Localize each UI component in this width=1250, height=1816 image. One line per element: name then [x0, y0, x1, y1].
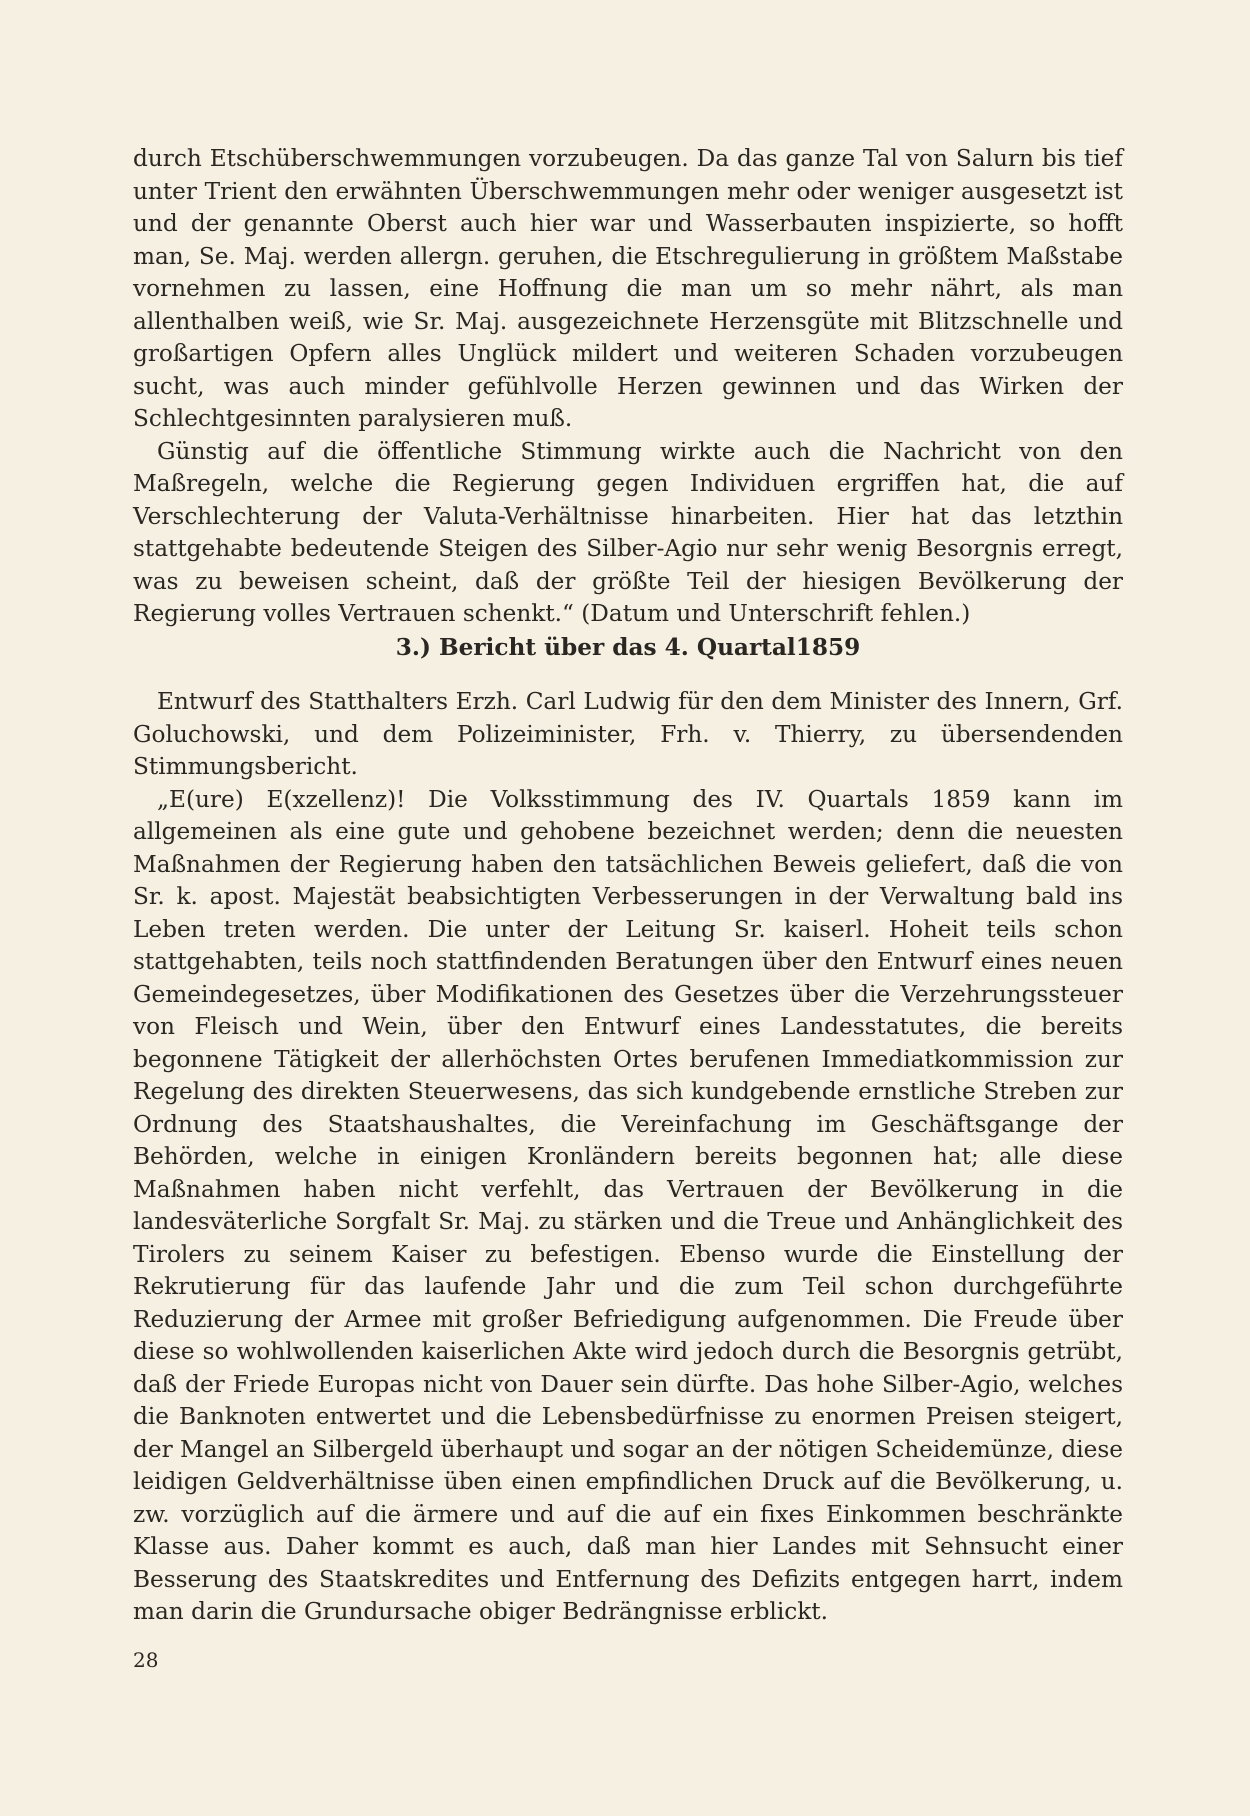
paragraph: Entwurf des Statthalters Erzh. Carl Ludwig für den dem Minister des Innern, Grf. Goluchowski, und dem Polizeiminister, Frh. v. Thierry, zu übersendenden Stimmungsbericht.	[133, 688, 1123, 780]
page-number: 28	[133, 1648, 159, 1672]
paragraph: „E(ure) E(xzellenz)! Die Volksstimmung des IV. Quartals 1859 kann im allgemeinen als eine gute und gehobene bezeichnet werden; denn die neuesten Maßnahmen der Regierung haben den tatsächlichen Beweis geliefert, daß die von Sr. k. apost. Majestät beabsichtigten Verbesserungen in der Verwaltung bald ins Leben treten werden. Die unter der Leitung Sr. kaiserl. Hoheit teils schon stattgehabten, teils noch stattfindenden Beratungen über den Entwurf eines neuen Gemeindegesetzes, über Modifikationen des Gesetzes über die Verzehrungssteuer von Fleisch und Wein, über den Entwurf eines Landesstatutes, die bereits begonnene Tätigkeit der allerhöchsten Ortes berufenen Immediatkommission zur Regelung des direkten Steuerwesens, das sich kundgebende ernstliche Streben zur Ordnung des Staatshaushaltes, die Vereinfachung im Geschäftsgange der Behörden, welche in einigen Kronländern bereits begonnen hat; alle diese Maßnahmen haben nicht verfehlt, das Vertrauen der Bevölkerung in die landesväterliche Sorgfalt Sr. Maj. zu stärken und die Treue und Anhänglichkeit des Tirolers zu seinem Kaiser zu befestigen. Ebenso wurde die Einstellung der Rekrutierung für das laufende Jahr und die zum Teil schon durchgeführte Reduzierung der Armee mit großer Befriedigung aufgenommen. Die Freude über diese so wohlwollenden kaiserlichen Akte wird jedoch durch die Besorgnis getrübt, daß der Friede Europas nicht von Dauer sein dürfte. Das hohe Silber-Agio, welches die Banknoten entwertet und die Lebensbedürfnisse zu enormen Preisen steigert, der Mangel an Silbergeld überhaupt und sogar an der nötigen Scheidemünze, diese leidigen Geldverhältnisse üben einen empfindlichen Druck auf die Bevölkerung, u. zw. vorzüglich auf die ärmere und auf die auf ein fixes Einkommen beschränkte Klasse aus. Daher kommt es auch, daß man hier Landes mit Sehnsucht einer Besserung des Staatskredites und Entfernung des Defizits entgegen harrt, indem man darin die Grundursache obiger Bedrängnisse erblickt.	[133, 785, 1123, 1625]
paragraph: Günstig auf die öffentliche Stimmung wirkte auch die Nachricht von den Maßregeln, welche die Regierung gegen Individuen ergriffen hat, die auf Verschlechterung der Valuta-Verhältnisse hinarbeiten. Hier hat das letzthin stattgehabte bedeutende Steigen des Silber-Agio nur sehr wenig Besorgnis erregt, was zu beweisen scheint, daß der größte Teil der hiesigen Bevölkerung der Regierung volles Vertrauen schenkt.“ (Datum und Unterschrift fehlen.)	[133, 437, 1123, 627]
section-heading: 3.) Bericht über das 4. Quartal1859	[395, 634, 861, 661]
text-body-top	[133, 143, 1123, 631]
text-body-bottom	[133, 686, 1123, 1629]
paragraph-continuation: durch Etschüberschwemmungen vorzubeugen. Da das ganze Tal von Salurn bis tief unter Trient den erwähnten Überschwemmungen mehr oder weniger ausgesetzt ist und der genannte Oberst auch hier war und Wasserbauten inspizierte, so hofft man, Se. Maj. werden allergn. geruhen, die Etschregulierung in größtem Maßstabe vornehmen zu lassen, eine Hoffnung die man um so mehr nährt, als man allenthalben weiß, wie Sr. Maj. ausgezeichnete Herzensgüte mit Blitzschnelle und großartigen Opfern alles Unglück mildert und weiteren Schaden vorzubeugen sucht, was auch minder gefühlvolle Herzen gewinnen und das Wirken der Schlechtgesinnten paralysieren muß.	[133, 145, 1123, 432]
